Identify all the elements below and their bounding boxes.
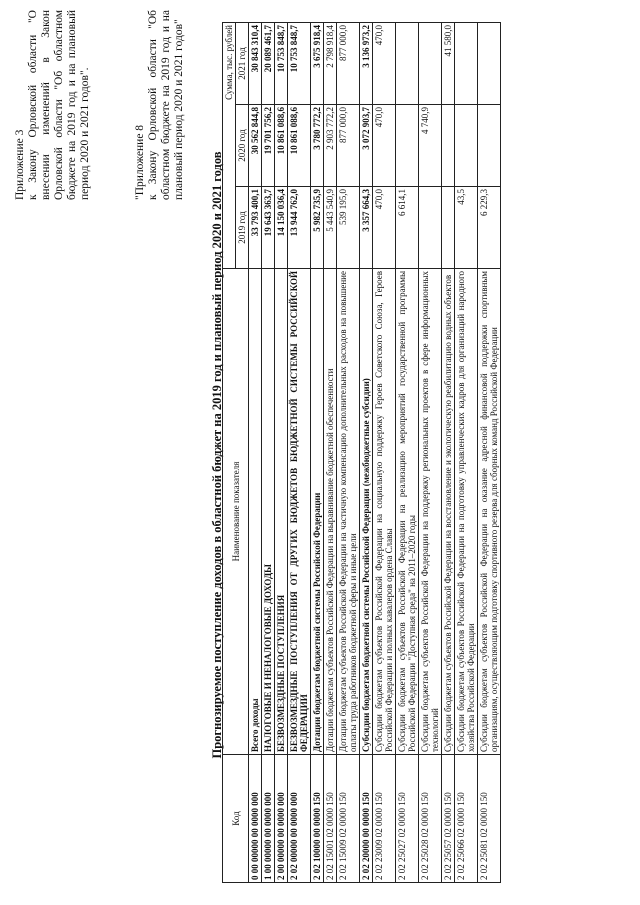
cell-code: 2 02 23009 02 0000 150 xyxy=(373,755,396,883)
cell-2019: 13 944 762,0 xyxy=(288,187,311,269)
table-row xyxy=(311,22,324,882)
header-code: Код xyxy=(223,755,249,883)
cell-code: 2 02 15009 02 0000 150 xyxy=(337,755,360,883)
cell-name: Дотации бюджетам субъектов Российской Федерации на частичную компенсацию дополнительных расходов на повышение оплаты труда работников бюджетной сферы и иные цели xyxy=(337,269,360,755)
header-2019: 2019 год xyxy=(236,187,249,269)
cell-2021 xyxy=(455,22,478,104)
appendix-8-text: к Закону Орловской области "Об областном бюджете на 2019 год и на плановый период 2020 и 2021 годов" xyxy=(147,10,185,200)
cell-2021: 2 798 918,4 xyxy=(324,22,337,104)
cell-name: Субсидии бюджетам бюджетной системы Российской Федерации (межбюджетные субсидии) xyxy=(360,269,373,755)
table-row xyxy=(360,22,373,882)
cell-code: 2 02 25081 02 0000 150 xyxy=(478,755,501,883)
cell-2020: 470,0 xyxy=(373,105,396,187)
cell-2021 xyxy=(396,22,419,104)
cell-2020: 3 072 903,7 xyxy=(360,105,373,187)
cell-2020 xyxy=(455,105,478,187)
cell-name: НАЛОГОВЫЕ И НЕНАЛОГОВЫЕ ДОХОДЫ xyxy=(262,269,275,755)
cell-2019: 6 229,3 xyxy=(478,187,501,269)
table-row xyxy=(262,22,275,882)
cell-2019: 6 614,1 xyxy=(396,187,419,269)
table-row xyxy=(442,22,455,882)
cell-2019: 19 643 363,7 xyxy=(262,187,275,269)
cell-2021: 30 843 310,4 xyxy=(249,22,262,104)
cell-2021: 10 753 848,7 xyxy=(288,22,311,104)
cell-name: Дотации бюджетам бюджетной системы Российской Федерации xyxy=(311,269,324,755)
cell-2019 xyxy=(419,187,442,269)
cell-2021 xyxy=(419,22,442,104)
cell-2019: 5 982 735,9 xyxy=(311,187,324,269)
cell-2021: 3 675 918,4 xyxy=(311,22,324,104)
cell-name: Субсидии бюджетам субъектов Российской Федерации на социальную поддержку Героев Советского Союза, Героев Российской Федерации и полных кавалеров ордена Славы xyxy=(373,269,396,755)
appendix-8-heading: "Приложение 8 xyxy=(134,124,146,200)
cell-2020: 10 861 088,6 xyxy=(288,105,311,187)
cell-code: 2 02 00000 00 0000 000 xyxy=(288,755,311,883)
table-body xyxy=(249,22,501,882)
cell-2021 xyxy=(478,22,501,104)
cell-name: Субсидии бюджетам субъектов Российской Федерации на подготовку управленческих кадров для организаций народного хозяйства Российской Федерации xyxy=(455,269,478,755)
cell-code: 2 02 25066 02 0000 150 xyxy=(455,755,478,883)
cell-code: 0 00 00000 00 0000 000 xyxy=(249,755,262,883)
cell-code: 1 00 00000 00 0000 000 xyxy=(262,755,275,883)
cell-2019: 539 195,0 xyxy=(337,187,360,269)
table-row xyxy=(249,22,262,882)
cell-code: 2 02 20000 00 0000 150 xyxy=(360,755,373,883)
cell-name: Субсидии бюджетам субъектов Российской Федерации на оказание адресной финансовой поддержки спортивным организациям, осуществляющим подготовку спортивного резерва для сборных команд Российской Федерации xyxy=(478,269,501,755)
table-row xyxy=(324,22,337,882)
appendix-3-block xyxy=(14,10,92,200)
cell-code: 2 02 15001 02 0000 150 xyxy=(324,755,337,883)
cell-2021: 877 000,0 xyxy=(337,22,360,104)
appendix-8-block xyxy=(134,10,186,200)
cell-name: Субсидии бюджетам субъектов Российской Федерации на реализацию мероприятий государственной программы Российской Федерации "Доступная среда" на 2011–2020 годы xyxy=(396,269,419,755)
cell-2020: 10 861 088,6 xyxy=(275,105,288,187)
cell-2021: 470,0 xyxy=(373,22,396,104)
cell-2019 xyxy=(442,187,455,269)
header-sum: Сумма, тыс. рублей xyxy=(223,22,236,268)
table-row xyxy=(275,22,288,882)
cell-2019: 3 357 664,3 xyxy=(360,187,373,269)
cell-code: 2 02 25027 02 0000 150 xyxy=(396,755,419,883)
cell-code: 2 02 10000 00 0000 150 xyxy=(311,755,324,883)
appendix-3-heading: Приложение 3 xyxy=(14,129,26,200)
cell-code: 2 02 25057 02 0000 150 xyxy=(442,755,455,883)
cell-code: 2 02 25028 02 0000 150 xyxy=(419,755,442,883)
cell-2019: 33 793 400,1 xyxy=(249,187,262,269)
cell-2020: 877 000,0 xyxy=(337,105,360,187)
cell-2020: 3 780 772,2 xyxy=(311,105,324,187)
cell-name: БЕЗВОЗМЕЗДНЫЕ ПОСТУПЛЕНИЯ xyxy=(275,269,288,755)
table-row xyxy=(419,22,442,882)
table-row xyxy=(455,22,478,882)
table-row xyxy=(396,22,419,882)
table-row xyxy=(478,22,501,882)
cell-2021: 3 136 973,2 xyxy=(360,22,373,104)
cell-name: Субсидии бюджетам субъектов Российской Федерации на поддержку региональных проектов в сфере информационных технологий xyxy=(419,269,442,755)
header-2020: 2020 год xyxy=(236,105,249,187)
cell-2020: 19 701 756,2 xyxy=(262,105,275,187)
header-2021: 2021 год xyxy=(236,22,249,104)
cell-2020 xyxy=(442,105,455,187)
cell-2020 xyxy=(478,105,501,187)
cell-name: Дотации бюджетам субъектов Российской Федерации на выравнивание бюджетной обеспеченности xyxy=(324,269,337,755)
cell-2019: 5 443 540,9 xyxy=(324,187,337,269)
cell-2020 xyxy=(396,105,419,187)
cell-2021: 10 753 848,7 xyxy=(275,22,288,104)
table-row xyxy=(337,22,360,882)
cell-2019: 470,0 xyxy=(373,187,396,269)
cell-2021: 20 089 461,7 xyxy=(262,22,275,104)
cell-2020: 2 903 772,2 xyxy=(324,105,337,187)
cell-2020: 30 562 844,8 xyxy=(249,105,262,187)
cell-2019: 43,5 xyxy=(455,187,478,269)
header-name: Наименование показателя xyxy=(223,269,249,755)
revenue-table xyxy=(222,22,501,883)
appendix-3-text: к Закону Орловской области "О внесении изменений в Закон Орловской области "Об областном бюджете на 2019 год и на плановый период 2020 и 2021 годов". xyxy=(27,10,91,200)
cell-2019: 14 150 036,4 xyxy=(275,187,288,269)
table-row xyxy=(373,22,396,882)
table-row xyxy=(288,22,311,882)
cell-2021: 41 580,0 xyxy=(442,22,455,104)
cell-name: БЕЗВОЗМЕЗДНЫЕ ПОСТУПЛЕНИЯ ОТ ДРУГИХ БЮДЖЕТОВ БЮДЖЕТНОЙ СИСТЕМЫ РОССИЙСКОЙ ФЕДЕРАЦИИ xyxy=(288,269,311,755)
cell-name: Всего доходы xyxy=(249,269,262,755)
cell-code: 2 00 00000 00 0000 000 xyxy=(275,755,288,883)
cell-2020: 4 740,9 xyxy=(419,105,442,187)
document-title: Прогнозируемое поступление доходов в областной бюджет на 2019 год и плановый период 2020 и 2021 годов xyxy=(210,151,224,759)
cell-name: Субсидии бюджетам субъектов Российской Федерации на восстановление и экологическую реабилитацию водных объектов xyxy=(442,269,455,755)
